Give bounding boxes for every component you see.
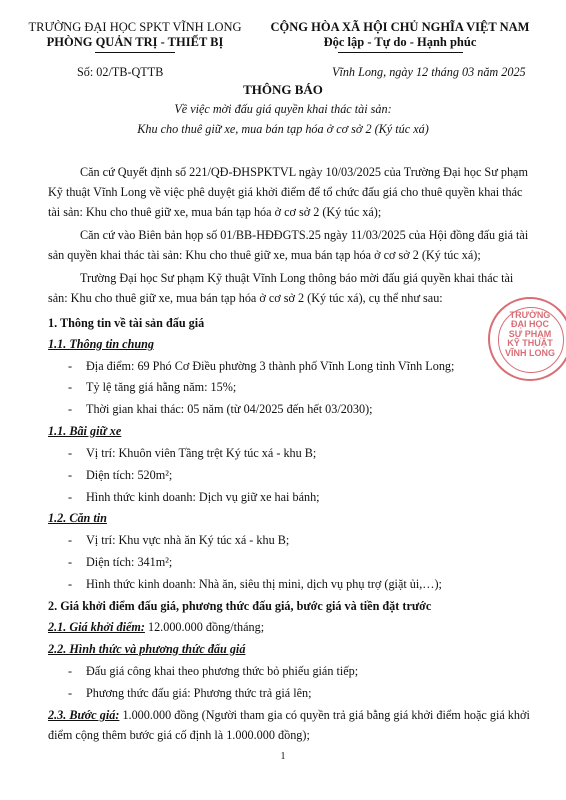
document-title: THÔNG BÁO xyxy=(243,82,323,97)
list-item: - Phương thức đấu giá: Phương thức trả giá lên; xyxy=(68,686,312,700)
national-motto: Độc lập - Tự do - Hạnh phúc xyxy=(323,35,477,49)
section-2-1-value: 12.000.000 đồng/tháng; xyxy=(144,620,265,634)
section-2-1-line xyxy=(48,621,264,633)
place-and-date: Vĩnh Long, ngày 12 tháng 03 năm 2025 xyxy=(332,65,526,79)
official-stamp: TRƯỜNG ĐẠI HỌC SƯ PHẠM KỸ THUẬT VĨNH LONG xyxy=(488,297,566,381)
header-right-underline xyxy=(338,52,463,53)
subject-line-2: Khu cho thuê giữ xe, mua bán tạp hóa ở cơ sở 2 (Ký túc xá) xyxy=(137,122,429,136)
department-name: PHÒNG QUẢN TRỊ - THIẾT BỊ xyxy=(46,35,224,49)
section-2-3-value: 1.000.000 đồng (Người tham gia có quyền trả giá bằng giá khởi điểm hoặc giá khởi xyxy=(119,708,530,722)
list-item: - Thời gian khai thác: 05 năm (từ 04/2025 đến hết 03/2030); xyxy=(68,402,373,416)
section-1-1-heading: 1.1. Thông tin chung xyxy=(48,337,154,351)
list-item: - Đấu giá công khai theo phương thức bỏ phiếu gián tiếp; xyxy=(68,664,359,678)
list-item: - Địa điểm: 69 Phó Cơ Điều phường 3 thành phố Vĩnh Long tỉnh Vĩnh Long; xyxy=(68,359,455,373)
paragraph-3-line-1: Trường Đại học Sư phạm Kỹ thuật Vĩnh Long thông báo mời đấu giá quyền khai thác tài xyxy=(80,271,514,285)
paragraph-2-line-1: Căn cứ vào Biên bản họp số 01/BB-HĐĐGTS.25 ngày 11/03/2025 của Hội đồng đấu giá tài xyxy=(80,228,529,242)
document-number: Số: 02/TB-QTTB xyxy=(77,65,164,79)
section-2-heading: 2. Giá khởi điểm đấu giá, phương thức đấu giá, bước giá và tiền đặt trước xyxy=(48,599,432,613)
list-item: - Hình thức kinh doanh: Nhà ăn, siêu thị mini, dịch vụ phụ trợ (giặt ủi,…); xyxy=(68,577,442,591)
university-name: TRƯỜNG ĐẠI HỌC SPKT VĨNH LONG xyxy=(28,20,242,34)
list-item: - Vị trí: Khuôn viên Tầng trệt Ký túc xá - khu B; xyxy=(68,446,317,460)
paragraph-1-line-1: Căn cứ Quyết định số 221/QĐ-ĐHSPKTVL ngày 10/03/2025 của Trường Đại học Sư phạm xyxy=(80,165,528,179)
list-item: - Diện tích: 341m²; xyxy=(68,555,173,569)
section-2-3-label: 2.3. Bước giá: xyxy=(48,708,120,722)
section-2-2-heading: 2.2. Hình thức và phương thức đấu giá xyxy=(48,642,246,656)
section-1-2-heading: 1.2. Căn tin xyxy=(48,511,107,525)
paragraph-2-line-2: sản quyền khai thác tài sản: Khu cho thuê giữ xe, mua bán tạp hóa ở cơ sở 2 (Ký túc xá); xyxy=(48,248,481,262)
republic-title: CỘNG HÒA XÃ HỘI CHỦ NGHĨA VIỆT NAM xyxy=(270,20,530,34)
list-item: - Hình thức kinh doanh: Dịch vụ giữ xe hai bánh; xyxy=(68,490,320,504)
page-number: 1 xyxy=(280,751,286,762)
section-parking-heading: 1.1. Bãi giữ xe xyxy=(48,424,122,438)
paragraph-1-line-3: tài sản: Khu cho thuê giữ xe, mua bán tạp hóa ở cơ sở 2 (Ký túc xá); xyxy=(48,205,382,219)
paragraph-1-line-2: Kỹ thuật Vĩnh Long về việc phê duyệt giá khởi điểm để tổ chức đấu giá cho thuê quyền khai thác xyxy=(48,185,523,199)
header-left-underline xyxy=(95,52,175,53)
paragraph-3-line-2: sản: Khu cho thuê giữ xe, mua bán tạp hóa ở cơ sở 2 (Ký túc xá), cụ thể như sau: xyxy=(48,291,443,305)
list-item: - Diện tích: 520m²; xyxy=(68,468,173,482)
list-item: - Vị trí: Khu vực nhà ăn Ký túc xá - khu B; xyxy=(68,533,290,547)
section-2-3-line-1 xyxy=(48,709,530,721)
subject-line-1: Về việc mời đấu giá quyền khai thác tài sản: xyxy=(174,102,392,116)
list-item: - Tỷ lệ tăng giá hằng năm: 15%; xyxy=(68,380,237,394)
section-2-1-label: 2.1. Giá khởi điểm: xyxy=(48,620,145,634)
section-1-heading: 1. Thông tin về tài sản đấu giá xyxy=(48,316,205,330)
section-2-3-line-2: điểm cộng thêm bước giá cố định là 1.000.000 đồng); xyxy=(48,728,310,742)
